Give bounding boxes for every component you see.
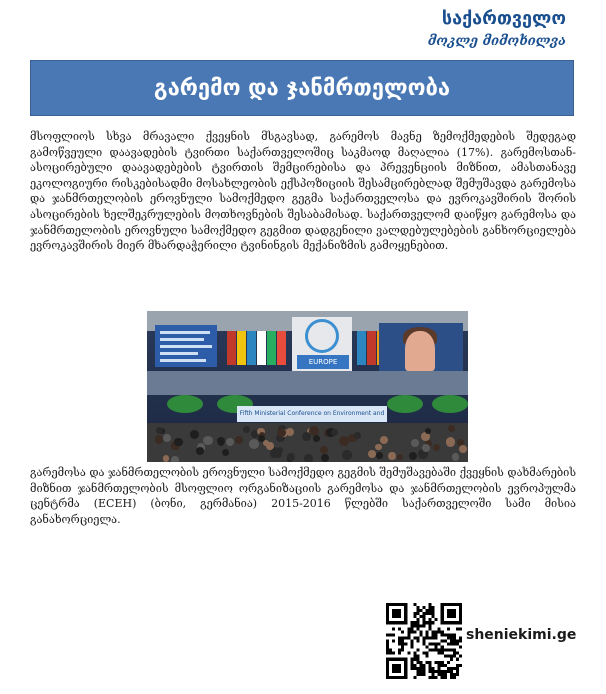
intro-paragraph: მსოფლიოს სხვა მრავალი ქვეყნის მსგავსად, გარემოს მავნე ზემოქმედების შედეგად გამოწვეული დაავადების ტვირთი საქართველოშიც საკმაოდ მაღალია (17%). გარემოსთან-ასოცირებული დაავადებების ტვირთის შემცირებისა და პრევენციის მიზნით, ამასთანავე ეკოლოგიური რისკებისადმი მოსახლეობის ექსპოზიციის შესამცირებლად შემუშავდა გარემოსა და ჯანმრთელობის ეროვნული სამოქმედო გეგმა საქართველოსა და ევროკავშირის შორის ასოცირების ხელშეკრულების მოთხოვნების შესაბამისად. საქართველომ დაიწყო გარემოსა და ჯანმრთელობის ეროვნული სამოქმედო გეგმით დადგენილი ვალდებულებების განხორციელება ევროკავშირის მიერ მხარდაჭერილი ტვინინგის მექანიზმის გამოყენებით. — [30, 130, 576, 253]
europe-label: EUROPE — [297, 355, 349, 369]
section-title: გარემო და ჯანმრთელობა — [153, 75, 451, 101]
who-logo-icon — [305, 319, 339, 353]
subtitle: მოკლე მიმოხილვა — [427, 34, 566, 49]
mission-paragraph: გარემოსა და ჯანმრთელობის ეროვნული სამოქმედო გეგმის შემუშავებაში ქვეყნის დახმარების მიზნით ჯანმრთელობის მსოფლიო ორგანიზაციის გარემოსა და ჯანმრთელობის ევროპულმა ცენტრმა (ECEH) (ბონი, გერმანია) 2015-2016 წლებში საქართველოში სამი მისია განახორციელა. — [30, 466, 576, 526]
conference-photo — [147, 311, 468, 462]
section-banner — [30, 60, 574, 116]
speaker — [405, 331, 435, 371]
stage-banner: Fifth Ministerial Conference on Environment and — [237, 406, 387, 422]
website-link[interactable]: sheniekimi.ge — [466, 627, 577, 643]
qr-code-icon — [386, 603, 462, 679]
country-title: საქართველო — [441, 8, 566, 29]
